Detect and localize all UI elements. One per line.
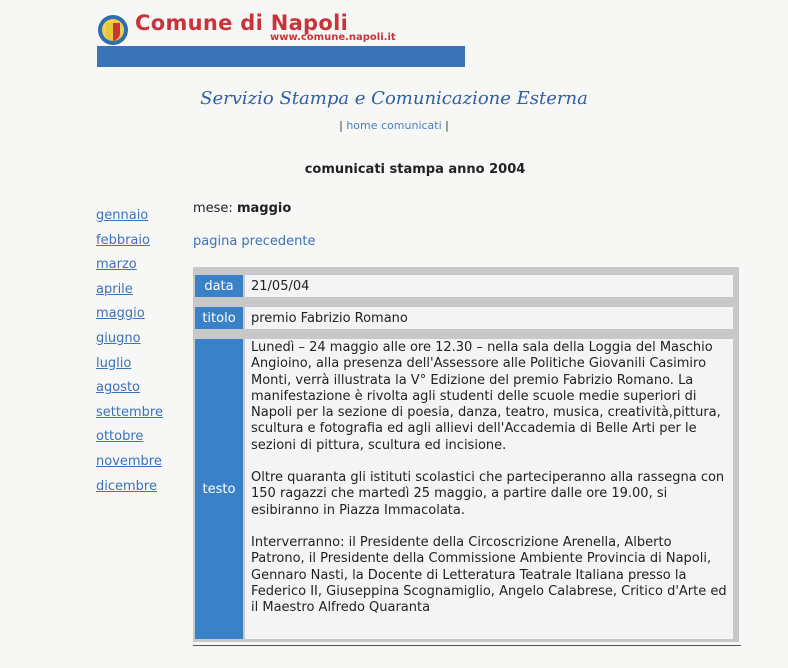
- text-paragraph: Oltre quaranta gli istituti scolastici che parteciperanno alla rassegna con 150 ragazzi che martedì 25 maggio, a partire dalle ore 19.00, si esibiranno in Piazza Immacolata.: [251, 470, 725, 518]
- date-value: 21/05/04: [245, 275, 733, 297]
- title-value: premio Fabrizio Romano: [245, 307, 733, 329]
- bottom-divider: [193, 645, 741, 646]
- separator-right: |: [445, 119, 449, 132]
- text-paragraph: Interverranno: il Presidente della Circoscrizione Arenella, Alberto Patrono, il Presidente della Commissione Ambiente Provincia di Napoli, Gennaro Nasti, la Docente di Letteratura Teatrale Italiana presso la Federico II, Giuseppina Scognamiglio, Angelo Calabrese, Critico d'Arte ed il Maestro Alfredo Quaranta: [251, 534, 727, 616]
- month-link-febbraio[interactable]: febbraio: [96, 232, 150, 248]
- home-nav: [0, 119, 788, 132]
- current-month: [193, 201, 291, 216]
- brand-url: www.comune.napoli.it: [270, 32, 396, 43]
- month-link-giugno[interactable]: giugno: [96, 330, 141, 346]
- month-label: mese:: [193, 201, 233, 216]
- section-heading: comunicati stampa anno 2004: [304, 162, 526, 177]
- press-release-text: [245, 339, 733, 639]
- previous-page-link[interactable]: pagina precedente: [193, 234, 316, 249]
- brand-name: Comune di Napoli: [135, 11, 349, 35]
- home-comunicati-link[interactable]: home comunicati: [346, 119, 442, 132]
- month-link-luglio[interactable]: luglio: [96, 355, 132, 371]
- month-link-settembre[interactable]: settembre: [96, 404, 163, 420]
- press-release-record: [193, 267, 739, 642]
- date-label: data: [195, 275, 243, 297]
- month-link-gennaio[interactable]: gennaio: [96, 208, 149, 223]
- header-bar: [97, 46, 465, 67]
- month-link-novembre[interactable]: novembre: [96, 453, 162, 469]
- month-value: maggio: [236, 201, 292, 216]
- comune-logo: [97, 14, 137, 46]
- text-label: testo: [195, 339, 243, 639]
- month-link-maggio[interactable]: maggio: [96, 306, 145, 322]
- title-label: titolo: [195, 307, 243, 329]
- service-title: Servizio Stampa e Comunicazione Esterna: [200, 88, 588, 109]
- month-nav: [96, 206, 163, 501]
- month-link-agosto[interactable]: agosto: [96, 380, 140, 396]
- month-link-ottobre[interactable]: ottobre: [96, 429, 144, 445]
- month-link-aprile[interactable]: aprile: [96, 281, 133, 297]
- month-link-dicembre[interactable]: dicembre: [96, 478, 157, 494]
- separator-left: |: [339, 119, 343, 132]
- text-paragraph: Lunedì – 24 maggio alle ore 12.30 – nella sala della Loggia del Maschio Angioino, alla presenza dell'Assessore alle Politiche Giovanili Casimiro Monti, verrà illustrata la V° Edizione del premio Fabrizio Romano. La manifestazione è rivolta agli studenti delle scuole medie superiori di Napoli per la sezione di poesia, danza, teatro, musica, creatività,pittura, scultura e fotografia ed agli allievi dell'Accademia di Belle Arti per le sezioni di pittura, scultura ed incisione.: [251, 340, 721, 453]
- month-link-marzo[interactable]: marzo: [96, 257, 137, 273]
- coat-of-arms-icon: [97, 14, 137, 46]
